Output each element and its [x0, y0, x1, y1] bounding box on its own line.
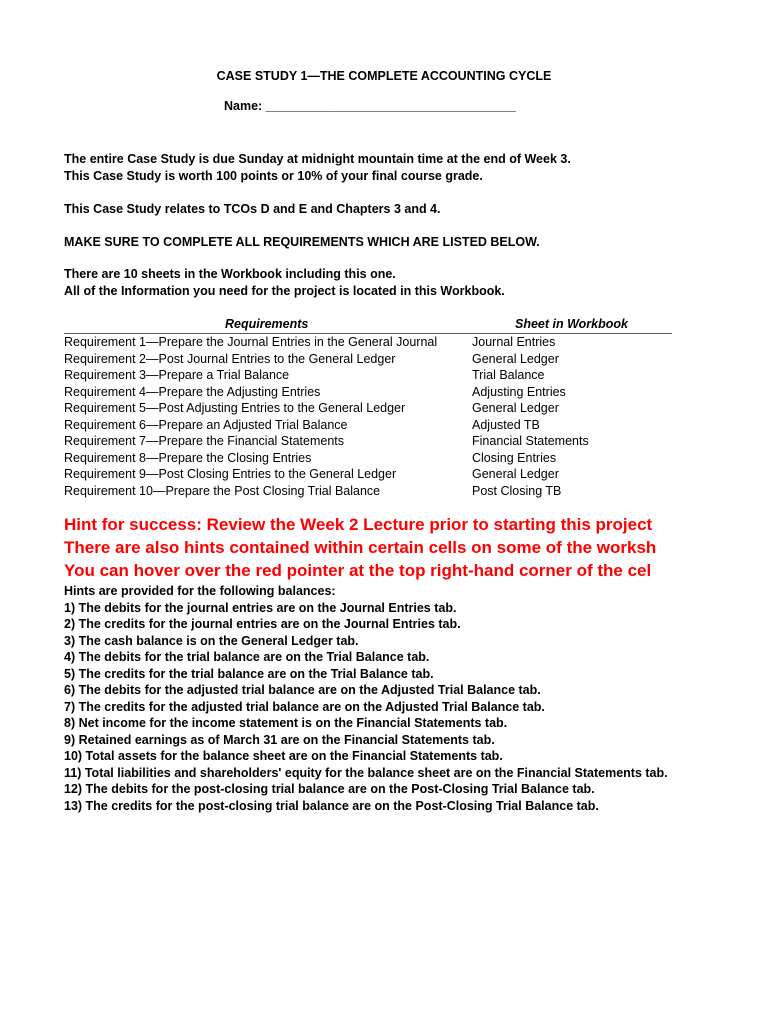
sheet-cell: Journal Entries [472, 335, 556, 349]
requirements-table-header [64, 316, 672, 334]
requirements-header: Requirements [225, 317, 309, 331]
requirements-table [64, 316, 672, 499]
grade-line: This Case Study is worth 100 points or 10% of your final course grade. [64, 168, 483, 183]
list-item: 8) Net income for the income statement is on the Financial Statements tab. [64, 716, 508, 730]
page-title: CASE STUDY 1—THE COMPLETE ACCOUNTING CYCLE [216, 69, 552, 83]
list-item: 6) The debits for the adjusted trial balance are on the Adjusted Trial Balance tab. [64, 683, 541, 697]
hint-success-line: Hint for success: Review the Week 2 Lecture prior to starting this project [64, 515, 653, 534]
sheet-cell: Trial Balance [472, 368, 545, 382]
due-info [64, 151, 571, 184]
sheet-cell: Adjusting Entries [472, 384, 566, 399]
sheet-header: Sheet in Workbook [515, 317, 628, 331]
table-row [64, 334, 672, 351]
hint-cells-line: There are also hints contained within certain cells on some of the worksh [64, 538, 657, 557]
make-sure-line: MAKE SURE TO COMPLETE ALL REQUIREMENTS WHICH ARE LISTED BELOW. [64, 235, 540, 249]
sheets-info [64, 266, 505, 299]
table-row [64, 466, 672, 483]
table-row [64, 417, 672, 434]
table-row [64, 367, 672, 384]
sheet-cell: Adjusted TB [472, 417, 540, 432]
red-hints-block [64, 513, 673, 582]
sheets-location-line: All of the Information you need for the project is located in this Workbook. [64, 283, 505, 298]
tco-line: This Case Study relates to TCOs D and E and Chapters 3 and 4. [64, 202, 441, 216]
list-item: 3) The cash balance is on the General Ledger tab. [64, 633, 359, 648]
requirement-cell: Requirement 9—Post Closing Entries to the General Ledger [64, 467, 397, 481]
table-row [64, 400, 672, 417]
balance-hints-list [64, 583, 668, 814]
name-field-line: Name: ____________________________________ [224, 99, 516, 113]
table-row [64, 351, 672, 368]
requirement-cell: Requirement 2—Post Journal Entries to the General Ledger [64, 351, 396, 366]
requirement-cell: Requirement 1—Prepare the Journal Entries in the General Journal [64, 335, 438, 349]
list-item: 11) Total liabilities and shareholders' equity for the balance sheet are on the Financial Statements tab. [64, 765, 668, 780]
table-row [64, 450, 672, 467]
list-item: 12) The debits for the post-closing trial balance are on the Post-Closing Trial Balance tab. [64, 782, 595, 796]
sheet-cell: General Ledger [472, 351, 559, 366]
list-item: 2) The credits for the journal entries are on the Journal Entries tab. [64, 617, 461, 631]
requirement-cell: Requirement 5—Post Adjusting Entries to the General Ledger [64, 401, 406, 415]
table-row [64, 433, 672, 450]
sheet-cell: General Ledger [472, 467, 559, 481]
sheet-cell: General Ledger [472, 401, 559, 415]
list-item: 7) The credits for the adjusted trial balance are on the Adjusted Trial Balance tab. [64, 699, 545, 714]
list-item: 13) The credits for the post-closing trial balance are on the Post-Closing Trial Balance tab. [64, 798, 599, 813]
requirement-cell: Requirement 3—Prepare a Trial Balance [64, 368, 290, 382]
due-line: The entire Case Study is due Sunday at midnight mountain time at the end of Week 3. [64, 152, 571, 166]
sheet-cell: Financial Statements [472, 434, 589, 448]
table-row [64, 384, 672, 401]
requirement-cell: Requirement 8—Prepare the Closing Entries [64, 450, 312, 465]
list-item: 9) Retained earnings as of March 31 are on the Financial Statements tab. [64, 732, 495, 747]
sheets-count-line: There are 10 sheets in the Workbook including this one. [64, 267, 396, 281]
hint-hover-line: You can hover over the red pointer at the top right-hand corner of the cel [64, 561, 652, 580]
table-row [64, 483, 672, 500]
list-item: 1) The debits for the journal entries are on the Journal Entries tab. [64, 600, 457, 615]
requirement-cell: Requirement 10—Prepare the Post Closing Trial Balance [64, 483, 381, 498]
sheet-cell: Post Closing TB [472, 483, 562, 498]
list-item: 5) The credits for the trial balance are on the Trial Balance tab. [64, 666, 434, 681]
requirement-cell: Requirement 7—Prepare the Financial Statements [64, 434, 345, 448]
hints-intro: Hints are provided for the following balances: [64, 584, 336, 598]
sheet-cell: Closing Entries [472, 450, 557, 465]
list-item: 10) Total assets for the balance sheet are on the Financial Statements tab. [64, 749, 503, 763]
requirement-cell: Requirement 4—Prepare the Adjusting Entries [64, 384, 321, 399]
list-item: 4) The debits for the trial balance are on the Trial Balance tab. [64, 650, 430, 664]
requirement-cell: Requirement 6—Prepare an Adjusted Trial Balance [64, 417, 348, 432]
